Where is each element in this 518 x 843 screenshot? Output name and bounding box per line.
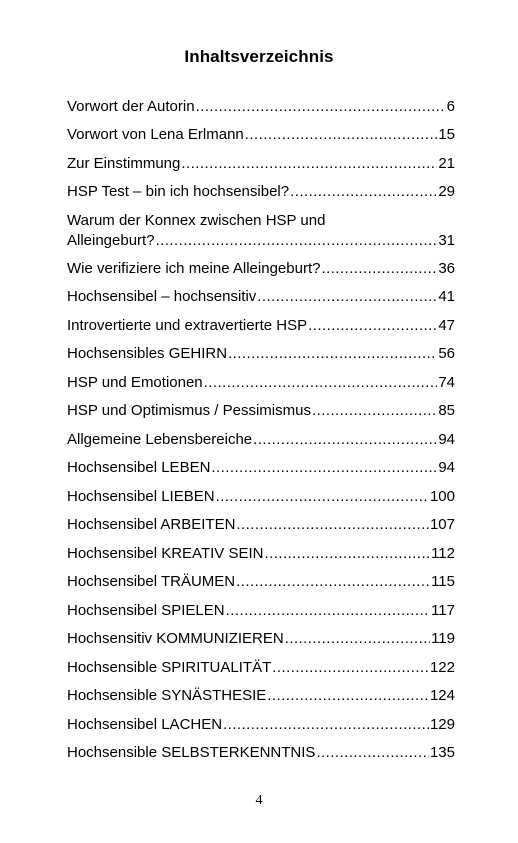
toc-entry (67, 401, 455, 421)
toc-entry (67, 211, 455, 251)
toc-entry (67, 572, 455, 592)
toc-entry-title: HSP und Emotionen (67, 374, 203, 391)
toc-entry (67, 487, 455, 507)
dot-leader (245, 125, 438, 145)
toc-entry-title: Allgemeine Lebensbereiche (67, 431, 253, 448)
dot-leader (264, 544, 430, 564)
toc-entry-title: Vorwort von Lena Erlmann (67, 126, 244, 143)
toc-entry (67, 373, 455, 393)
toc-entry (67, 259, 455, 279)
toc-entry-page: 107 (429, 516, 455, 533)
toc-entry (67, 344, 455, 364)
dot-leader (236, 515, 429, 535)
toc-entry-title-line: Warum der Konnex zwischen HSP und (67, 212, 326, 229)
toc-entry-title: Hochsensibel SPIELEN (67, 602, 225, 619)
toc-entry-page: 47 (438, 317, 455, 334)
dot-leader (211, 458, 437, 478)
toc-entry-title: Hochsensibel – hochsensitiv (67, 288, 257, 305)
toc-entry-page: 94 (438, 431, 455, 448)
dot-leader (257, 287, 437, 307)
dot-leader (226, 601, 430, 621)
dot-leader (253, 430, 437, 450)
toc-entry (67, 287, 455, 307)
toc-entry-title: HSP und Optimismus / Pessimismus (67, 402, 311, 419)
dot-leader (181, 154, 437, 174)
dot-leader (223, 715, 429, 735)
page-title: Inhaltsverzeichnis (184, 47, 334, 66)
toc-entry-page: 117 (431, 602, 455, 619)
toc-entry (67, 316, 455, 336)
page-number: 4 (255, 793, 263, 808)
toc-entry-title: Alleingeburt? (67, 232, 155, 249)
toc-entry-title: Hochsensible SELBSTERKENNTNIS (67, 744, 316, 761)
toc-entry (67, 715, 455, 735)
toc-entry-title: Hochsensibel LACHEN (67, 716, 223, 733)
toc-entry-page: 122 (429, 659, 455, 676)
toc-entry (67, 658, 455, 678)
toc-entry-page: 31 (438, 232, 455, 249)
toc-entry-page: 115 (431, 573, 455, 590)
toc-entry-title: Hochsensibel ARBEITEN (67, 516, 236, 533)
toc-entry-page: 74 (438, 374, 455, 391)
toc-entry-title: Hochsensibel LEBEN (67, 459, 211, 476)
toc-entry (67, 686, 455, 706)
dot-leader (216, 487, 429, 507)
dot-leader (312, 401, 437, 421)
toc-entry-title: Zur Einstimmung (67, 155, 181, 172)
toc-entry-page: 29 (438, 183, 455, 200)
toc-entry (67, 154, 455, 174)
dot-leader (236, 572, 430, 592)
toc-entry-page: 129 (429, 716, 455, 733)
toc-entry (67, 430, 455, 450)
toc-entry (67, 601, 455, 621)
toc-entry-page: 94 (438, 459, 455, 476)
toc-entry-page: 135 (429, 744, 455, 761)
dot-leader (267, 686, 429, 706)
toc-entry-title: Hochsensibles GEHIRN (67, 345, 228, 362)
toc-entry-title: HSP Test – bin ich hochsensibel? (67, 183, 290, 200)
toc-entry (67, 182, 455, 202)
toc-entry-title: Wie verifiziere ich meine Alleingeburt? (67, 260, 321, 277)
dot-leader (321, 259, 437, 279)
toc-entry-title: Hochsensible SPIRITUALITÄT (67, 659, 272, 676)
dot-leader (196, 97, 446, 117)
toc-entry-title: Vorwort der Autorin (67, 98, 195, 115)
toc-entry (67, 458, 455, 478)
toc-entry-page: 56 (438, 345, 455, 362)
toc-entry-title: Introvertierte und extravertierte HSP (67, 317, 308, 334)
toc-entry-page: 119 (431, 630, 455, 647)
toc-entry-title: Hochsensibel KREATIV SEIN (67, 545, 264, 562)
dot-leader (272, 658, 429, 678)
toc-entry-page: 124 (429, 687, 455, 704)
dot-leader (285, 629, 430, 649)
toc-entry (67, 544, 455, 564)
toc-entry-title: Hochsensitiv KOMMUNIZIEREN (67, 630, 284, 647)
dot-leader (316, 743, 429, 763)
toc-entry-page: 41 (438, 288, 455, 305)
toc-entry (67, 97, 455, 117)
toc-entry-page: 6 (446, 98, 455, 115)
toc-entry (67, 515, 455, 535)
toc-entry (67, 125, 455, 145)
dot-leader (228, 344, 437, 364)
dot-leader (290, 182, 437, 202)
toc-entry-page: 112 (431, 545, 455, 562)
toc-entry-page: 36 (438, 260, 455, 277)
toc-entry-page: 21 (438, 155, 455, 172)
toc-entry-page: 100 (429, 488, 455, 505)
dot-leader (204, 373, 438, 393)
toc-entry (67, 629, 455, 649)
toc-entry-title: Hochsensible SYNÄSTHESIE (67, 687, 267, 704)
dot-leader (156, 231, 438, 251)
toc-entry-title: Hochsensibel TRÄUMEN (67, 573, 236, 590)
dot-leader (308, 316, 437, 336)
toc-entry-page: 85 (438, 402, 455, 419)
toc-entry-title: Hochsensibel LIEBEN (67, 488, 215, 505)
toc-entry (67, 743, 455, 763)
toc-entry-page: 15 (438, 126, 455, 143)
